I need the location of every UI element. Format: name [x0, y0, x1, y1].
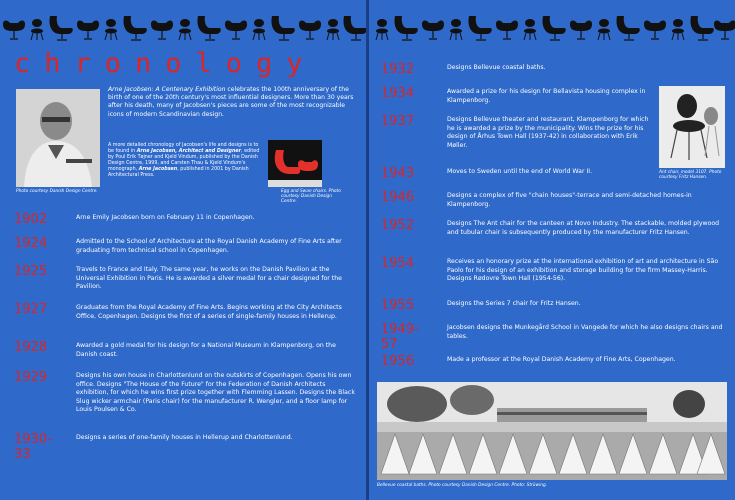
entry-year: 1949-57	[381, 322, 419, 352]
entry-text: Awarded a prize for his design for Bellavista housing complex in Klampenborg.	[447, 88, 646, 104]
bellevue-baths-photo	[377, 382, 727, 480]
book-title-1: Arne Jacobsen, Architect and Designer	[136, 149, 242, 154]
entry-year: 1956	[381, 354, 415, 369]
entry-year: 1954	[381, 256, 415, 271]
chair-silhouette-strip	[0, 12, 366, 42]
chair-silhouette-strip	[369, 12, 735, 42]
right-page	[369, 0, 735, 500]
entry-text: Graduates from the Royal Academy of Fine Arts. Begins working at the City Architects Office, Copenhagen. Designs the first of a series of single-family houses in Hellerup.	[76, 304, 342, 320]
page-title: chronology	[14, 48, 317, 79]
entry-text: Awarded a gold medal for his design for a National Museum in Klampenborg, on the Danish coast.	[76, 342, 336, 358]
entry-year: 1937	[381, 114, 415, 129]
intro-body: celebrates the 100th anniversary of the birth of one of the 20th century's most influential designers. More than 30 years after his death, many of Jacobsen's pieces are some of the most recognizable icons of modern Scandinavian design.	[108, 86, 354, 118]
note-text: , published in 2001 by Danish Architectural Press.	[108, 167, 249, 178]
bellevue-caption: Bellevue coastal baths. Photo courtesy Danish Design Centre. Photo: Strüwing.	[377, 483, 548, 488]
further-reading-note	[108, 143, 264, 179]
entry-year: 1943	[381, 166, 415, 181]
egg-swan-chairs-photo	[268, 140, 322, 187]
entry-year: 1946	[381, 190, 415, 205]
entry-text: Designs Bellevue theater and restaurant, Klampenborg for which he is awarded a prize by the municipality. Wins the prize for his design of Århus Town Hall (1937-42) in collaboration with Erik Møller.	[447, 116, 649, 149]
entry-text: Jacobsen designs the Munkegård School in Vangede for which he also designs chairs and tables.	[447, 324, 723, 340]
entry-year: 1929	[14, 370, 48, 385]
entry-year: 1934	[381, 86, 415, 101]
entry-year: 1952	[381, 218, 415, 233]
entry-year: 1930-33	[14, 432, 52, 462]
note-text: , edited by Poul Erik Tøjner and Kjeld Vindum, published by the Danish Design Centre, 1999, and Carsten Thau & Kjeld Vindum's monograph,	[108, 149, 260, 172]
book-title-2: Arne Jacobsen	[138, 167, 178, 172]
entry-text: Designs the Series 7 chair for Fritz Hansen.	[447, 300, 581, 307]
portrait-caption: Photo courtesy Danish Design Centre.	[16, 189, 98, 194]
entry-year: 1902	[14, 212, 48, 227]
entry-year: 1924	[14, 236, 48, 251]
ant-chair-caption: Ant chair, model 3107. Photo courtesy Fritz Hansen.	[659, 170, 722, 181]
entry-text: Designs The Ant chair for the canteen at Novo Industry. The stackable, molded plywood and tubular chair is subsequently produced by the manufacturer Fritz Hansen.	[447, 220, 720, 236]
entry-text: Moves to Sweden until the end of World War II.	[447, 168, 593, 175]
left-page	[0, 0, 366, 500]
entry-text: Designs Bellevue coastal baths.	[447, 64, 546, 71]
entry-year: 1955	[381, 298, 415, 313]
note-text: A more detailed chronology of Jacobsen's life and designs is to be found in	[108, 143, 259, 154]
portrait-photo	[16, 89, 100, 187]
entry-text: Designs his own house in Charlottenlund on the outskirts of Copenhagen. Opens his own office. Designs "The House of the Future" for the Federation of Danish Architects exhibition, for which he wins first prize together with Flemming Lassen. Designs the Black Slug wicker armchair (Paris chair) for the manufacturer R. Wengler, and a floor lamp for Louis Poulsen & Co.	[76, 372, 355, 414]
entry-text: Receives an honorary prize at the international exhibition of art and architecture in São Paolo for his design of an exhibition and storage building for the firm Massey-Harris. Designs Rødovre Town Hall (1954-56).	[447, 258, 719, 283]
entry-text: Travels to France and Italy. The same year, he works on the Danish Pavilion at the Universal Exhibition in Paris. He is awarded a silver medal for a chair designed for the Pavilion.	[76, 266, 342, 291]
entry-text: Designs a complex of five "chain houses"-terrace and semi-detached homes-in Klampenborg.	[447, 192, 692, 208]
intro-paragraph	[108, 86, 360, 119]
entry-text: Admitted to the School of Architecture at the Royal Danish Academy of Fine Arts after graduating from technical school in Copenhagen.	[76, 238, 342, 254]
entry-text: Designs a series of one-family houses in Hellerup and Charlottenlund.	[76, 434, 293, 441]
entry-year: 1927	[14, 302, 48, 317]
entry-text: Arne Emily Jacobsen born on February 11 in Copenhagen.	[76, 214, 255, 221]
entry-year: 1925	[14, 264, 48, 279]
entry-text: Made a professor at the Royal Danish Academy of Fine Arts, Copenhagen.	[447, 356, 676, 363]
ant-chair-photo	[659, 86, 725, 168]
intro-exhibition-title: Arne Jacobsen: A Centenary Exhibition	[108, 86, 226, 93]
entry-year: 1932	[381, 62, 415, 77]
egg-swan-caption: Egg and Swan chairs. Photo courtesy Danish Design Centre.	[281, 189, 341, 205]
entry-year: 1928	[14, 340, 48, 355]
